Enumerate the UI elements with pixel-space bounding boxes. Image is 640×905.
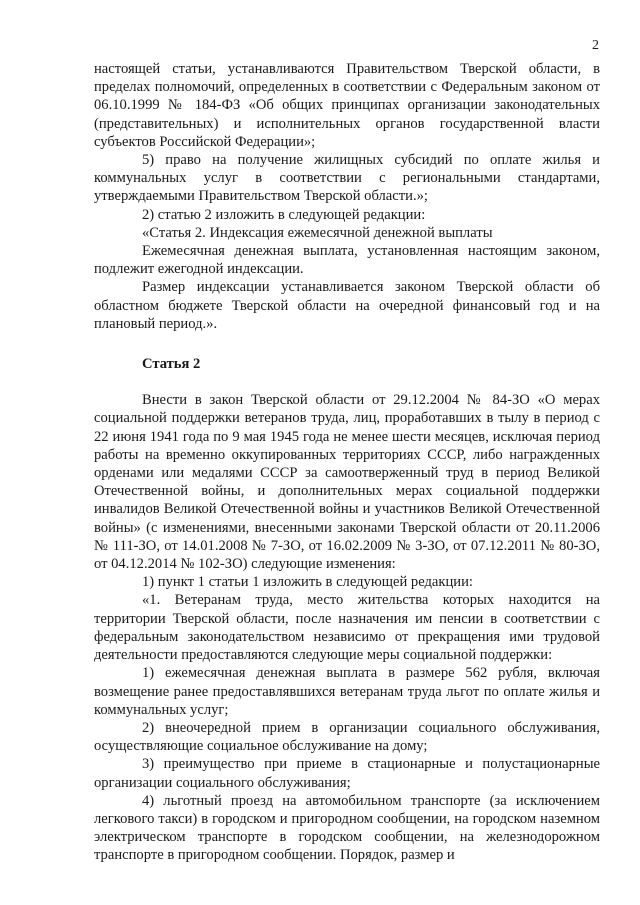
paragraph-measure-2: 2) внеочередной прием в организации социального обслуживания, осуществляющие социальное обслуживание на дому; [94, 719, 600, 755]
paragraph-item-5: 5) право на получение жилищных субсидий по оплате жилья и коммунальных услуг в соответствии с региональными стандартами, утверждаемыми Правительством Тверской области.»; [94, 152, 600, 205]
article-heading: Статья 2 [142, 356, 201, 373]
paragraph-amend-2: 2) статью 2 изложить в следующей редакции: [142, 206, 426, 223]
paragraph-veterans: «1. Ветеранам труда, место жительства которых находится на территории Тверской области, после назначения им пенсии в соответствии с федеральным законодательством независимо от прекращения ими трудовой деятельности предоставляются следующие меры социальной поддержки: [94, 592, 600, 664]
paragraph-indexation: Ежемесячная денежная выплата, установленная настоящим законом, подлежит ежегодной индексации. [94, 243, 600, 278]
paragraph-article-2-title: «Статья 2. Индексация ежемесячной денежной выплаты [142, 224, 493, 241]
paragraph-continuation: настоящей статьи, устанавливаются Правительством Тверской области, в пределах полномочий, определенных в соответствии с Федеральным законом от 06.10.1999 № 184-ФЗ «Об общих принципах организации законодательных (представительных) и исполнительных органов государственной власти субъектов Российской Федерации»; [94, 61, 600, 150]
paragraph-measure-3: 3) преимущество при приеме в стационарные и полустационарные организации социального обслуживания; [94, 756, 600, 791]
paragraph-indexation-size: Размер индексации устанавливается законом Тверской области об областном бюджете Тверской области на очередной финансовый год и на плановый период.». [94, 279, 600, 332]
document-body [94, 60, 600, 865]
paragraph-item-1-intro: 1) пункт 1 статьи 1 изложить в следующей редакции: [142, 574, 473, 591]
page-number: 2 [592, 38, 599, 53]
paragraph-measure-4: 4) льготный проезд на автомобильном транспорте (за исключением легкового такси) в городском и пригородном сообщении, на городском наземном электрическом транспорте в городском сообщении, на железнодорожном транспорте в пригородном сообщении. Порядок, размер и [94, 792, 600, 864]
paragraph-amend-law: Внести в закон Тверской области от 29.12.2004 № 84-ЗО «О мерах социальной поддержки ветеранов труда, лиц, проработавших в тылу в период с 22 июня 1941 года по 9 мая 1945 года не менее шести месяцев, исключая период работы на временно оккупированных территориях СССР, либо награжденных орденами или медалями СССР за самоотверженный труд в период Великой Отечественной войны, и дополнительных мерах социальной поддержки инвалидов Великой Отечественной войны и участников Великой Отечественной войны» (с изменениями, внесенными законами Тверской области от 20.11.2006 № 111-ЗО, от 14.01.2008 № 7-ЗО, от 16.02.2009 № 3-ЗО, от 07.12.2011 № 80-ЗО, от 04.12.2014 № 102-ЗО) следующие изменения: [94, 392, 600, 573]
paragraph-measure-1: 1) ежемесячная денежная выплата в размере 562 рубля, включая возмещение ранее предоставлявшихся ветеранам труда льгот по оплате жилья и коммунальных услуг; [94, 665, 600, 718]
